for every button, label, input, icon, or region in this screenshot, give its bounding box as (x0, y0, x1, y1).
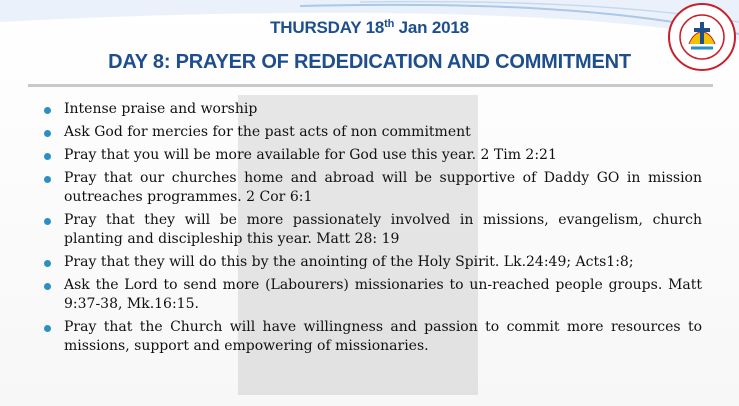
bullet-icon (44, 153, 51, 160)
list-item-text: Pray that our churches home and abroad will be supportive of Daddy GO in mission outreaches programmes. 2 Cor 6:1 (64, 170, 702, 205)
prayer-points-list (42, 100, 702, 360)
header-swoosh (0, 0, 739, 90)
bullet-icon (44, 260, 51, 267)
bullet-icon (44, 176, 51, 183)
list-item-text: Pray that they will do this by the anointing of the Holy Spirit. Lk.24:49; Acts1:8; (64, 254, 634, 270)
bullet-icon (44, 218, 51, 225)
list-item (42, 169, 702, 207)
list-item (42, 123, 702, 142)
list-item-text: Intense praise and worship (64, 101, 258, 117)
list-item (42, 100, 702, 119)
bullet-icon (44, 283, 51, 290)
page-title: DAY 8: PRAYER OF REDEDICATION AND COMMITMENT (108, 51, 631, 73)
list-item-text: Ask the Lord to send more (Labourers) missionaries to un-reached people groups. Matt 9:37-38, Mk.16:15. (64, 277, 702, 312)
list-item-text: Pray that the Church will have willingness and passion to commit more resources to missions, support and empowering of missionaries. (64, 319, 702, 354)
list-item-text: Ask God for mercies for the past acts of non commitment (64, 124, 471, 140)
date-month-year: Jan 2018 (394, 18, 469, 37)
bullet-icon (44, 325, 51, 332)
list-item (42, 276, 702, 314)
list-item (42, 211, 702, 249)
list-item-text: Pray that they will be more passionately involved in missions, evangelism, church planting and discipleship this year. Matt 28: 19 (64, 212, 702, 247)
date-heading (0, 18, 739, 38)
list-item (42, 318, 702, 356)
list-item-text: Pray that you will be more available for God use this year. 2 Tim 2:21 (64, 147, 557, 163)
list-item (42, 146, 702, 165)
bullet-icon (44, 107, 51, 114)
header-divider (28, 84, 713, 87)
date-ordinal: th (384, 18, 395, 30)
church-emblem-icon (667, 2, 737, 72)
date-day: THURSDAY 18 (270, 18, 385, 37)
bullet-icon (44, 130, 51, 137)
list-item (42, 253, 702, 272)
